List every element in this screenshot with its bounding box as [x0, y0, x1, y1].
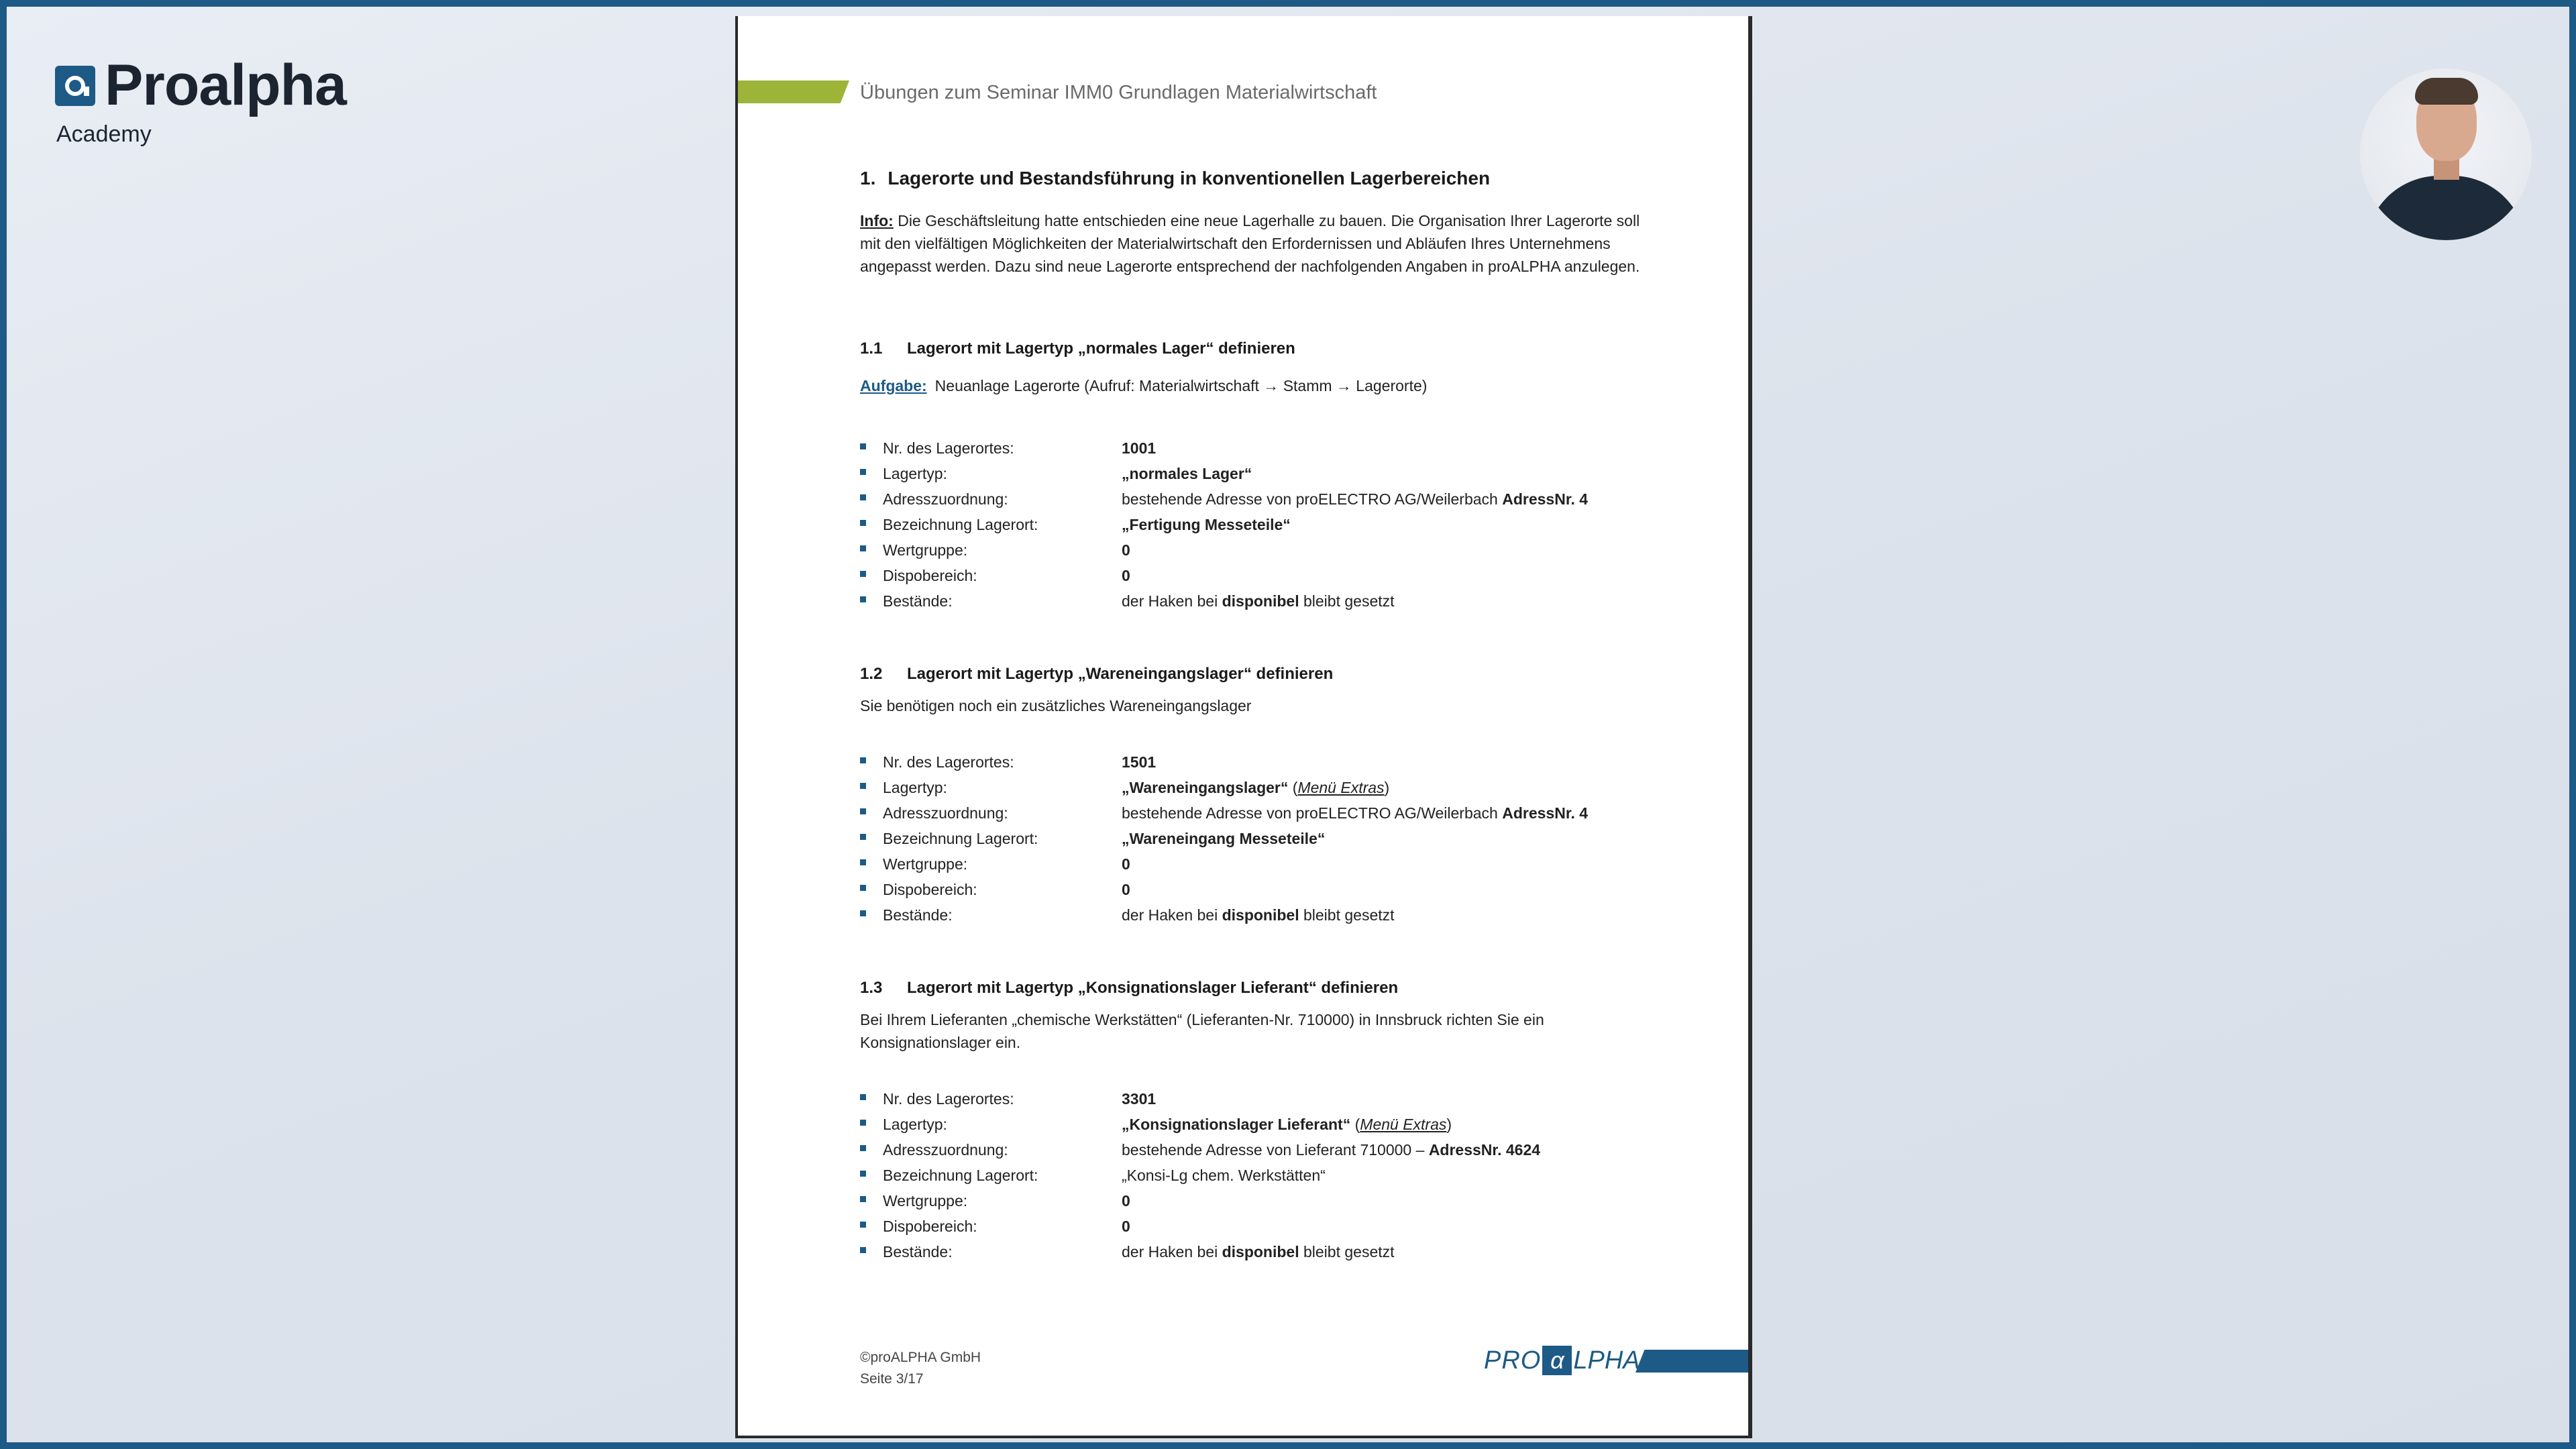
list-item: Wertgruppe: 0: [860, 537, 1652, 563]
task-line: Aufgabe: Neuanlage Lagerorte (Aufruf: Materialwirtschaft → Stamm → Lagerorte): [860, 377, 1428, 394]
subsection-intro: Bei Ihrem Lieferanten „chemische Werkstätten“ (Lieferanten-Nr. 710000) in Innsbruck richten Sie ein Konsignationslager ein.: [860, 1011, 1544, 1051]
copyright-text: ©proALPHA GmbH: [860, 1350, 981, 1365]
section-heading: 1. Lagerorte und Bestandsführung in konventionellen Lagerbereichen: [860, 168, 1491, 189]
speaker-webcam: [2360, 68, 2532, 240]
document-content: [860, 168, 1652, 1265]
list-item: Wertgruppe: 0: [860, 1188, 1652, 1214]
subsection-1-1-heading: 1.1 Lagerort mit Lagertyp „normales Lager“ definieren: [860, 339, 1295, 358]
presentation-stage: [7, 7, 2569, 1442]
list-item: Dispobereich: 0: [860, 563, 1652, 588]
brand-logo: [55, 52, 346, 148]
list-item: Nr. des Lagerortes: 3301: [860, 1086, 1652, 1112]
footer-accent-bar: [1635, 1350, 1748, 1373]
list-item: Wertgruppe: 0: [860, 851, 1652, 877]
proalpha-logo-icon: [55, 66, 95, 106]
list-item: Adresszuordnung: bestehende Adresse von Lieferant 710000 – AdressNr. 4624: [860, 1137, 1652, 1163]
properties-list-1001: [860, 435, 1652, 614]
list-item: Nr. des Lagerortes: 1501: [860, 749, 1652, 775]
subsection-1-2-heading: 1.2 Lagerort mit Lagertyp „Wareneingangslager“ definieren: [860, 665, 1334, 683]
info-paragraph: Info: Die Geschäftsleitung hatte entschieden eine neue Lagerhalle zu bauen. Die Organisation Ihrer Lagerorte soll mit den vielfältigen Möglichkeiten der Materialwirtschaft den Erfordernissen und Abläufen Ihres Unternehmens angepasst werden. Dazu sind neue Lagerorte entsprechend der nachfolgenden Angaben in proALPHA anzulegen.: [860, 212, 1640, 275]
page-number: Seite 3/17: [860, 1371, 924, 1387]
list-item: Bestände: der Haken bei disponibel bleibt gesetzt: [860, 588, 1652, 614]
properties-list-3301: [860, 1086, 1652, 1265]
list-item: Dispobereich: 0: [860, 1214, 1652, 1239]
list-item: Lagertyp: „Wareneingangslager“ (Menü Extras): [860, 775, 1652, 800]
document-header: Übungen zum Seminar IMM0 Grundlagen Materialwirtschaft: [860, 82, 1377, 103]
proalpha-footer-logo: PRO α LPHA: [1484, 1346, 1640, 1375]
header-accent-bar: [738, 80, 849, 103]
list-item: Bezeichnung Lagerort: „Wareneingang Messeteile“: [860, 826, 1652, 851]
list-item: Bezeichnung Lagerort: „Fertigung Messeteile“: [860, 512, 1652, 537]
list-item: Nr. des Lagerortes: 1001: [860, 435, 1652, 461]
task-label: Aufgabe:: [860, 377, 927, 394]
document-page: [735, 16, 1752, 1438]
info-label: Info:: [860, 212, 894, 229]
list-item: Bezeichnung Lagerort: „Konsi-Lg chem. Werkstätten“: [860, 1163, 1652, 1188]
list-item: Bestände: der Haken bei disponibel bleibt gesetzt: [860, 1239, 1652, 1265]
list-item: Bestände: der Haken bei disponibel bleibt gesetzt: [860, 902, 1652, 928]
list-item: Adresszuordnung: bestehende Adresse von proELECTRO AG/Weilerbach AdressNr. 4: [860, 486, 1652, 512]
document-footer: [860, 1347, 981, 1390]
brand-subtitle: Academy: [56, 121, 152, 147]
brand-name: Proalpha: [105, 53, 346, 117]
list-item: Dispobereich: 0: [860, 877, 1652, 902]
subsection-1-3-heading: 1.3 Lagerort mit Lagertyp „Konsignationslager Lieferant“ definieren: [860, 979, 1399, 997]
list-item: Adresszuordnung: bestehende Adresse von proELECTRO AG/Weilerbach AdressNr. 4: [860, 800, 1652, 826]
list-item: Lagertyp: „normales Lager“: [860, 461, 1652, 486]
list-item: Lagertyp: „Konsignationslager Lieferant“ (Menü Extras): [860, 1112, 1652, 1137]
subsection-intro: Sie benötigen noch ein zusätzliches Wareneingangslager: [860, 697, 1252, 714]
properties-list-1501: [860, 749, 1652, 928]
